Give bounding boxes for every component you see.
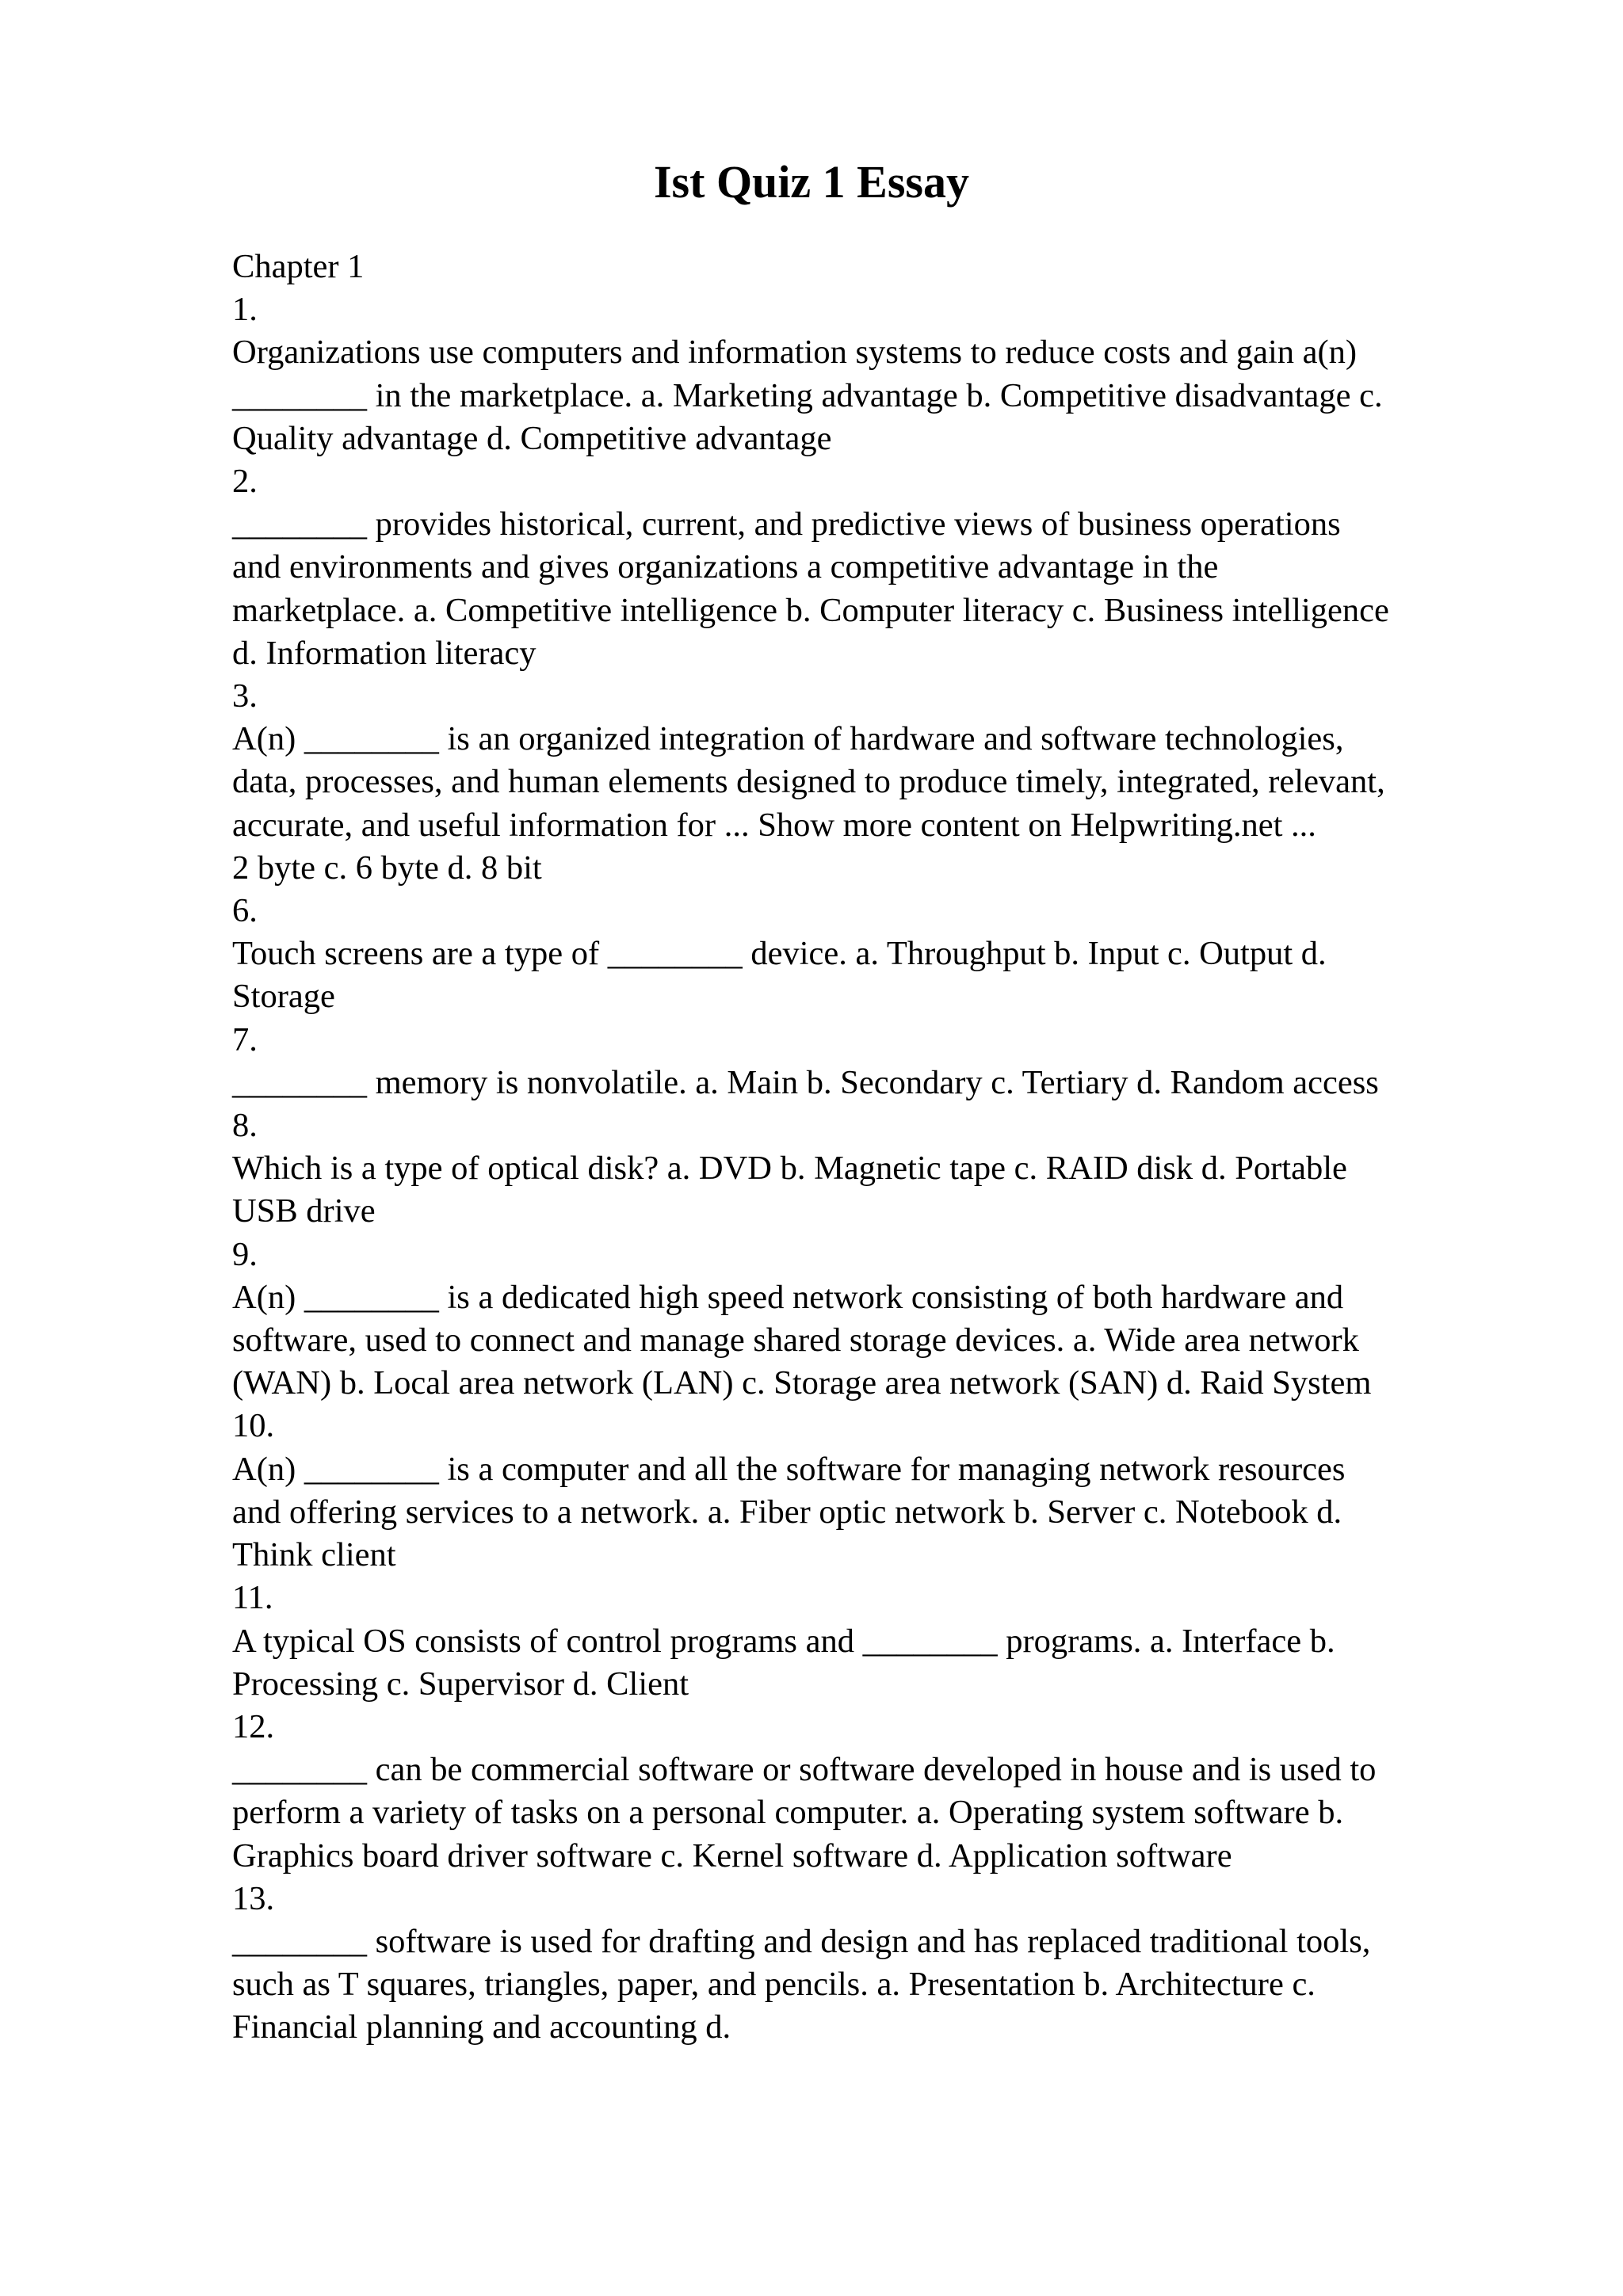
text-line: 1.: [232, 291, 258, 329]
text-line: Which is a type of optical disk? a. DVD b. Magnetic tape c. RAID disk d. Portable: [232, 1150, 1347, 1188]
document-title: Ist Quiz 1 Essay: [653, 156, 969, 208]
text-line: 12.: [232, 1707, 275, 1745]
text-line: ________ provides historical, current, and predictive views of business operations: [232, 505, 1341, 543]
text-line: and offering services to a network. a. Fiber optic network b. Server c. Notebook d.: [232, 1493, 1342, 1531]
text-line: (WAN) b. Local area network (LAN) c. Storage area network (SAN) d. Raid System: [232, 1364, 1372, 1402]
text-line: Think client: [232, 1536, 396, 1574]
text-line: 8.: [232, 1107, 258, 1145]
text-line: Financial planning and accounting d.: [232, 2008, 731, 2046]
text-line: Storage: [232, 978, 335, 1016]
text-line: perform a variety of tasks on a personal computer. a. Operating system software b.: [232, 1794, 1344, 1832]
text-line: 10.: [232, 1407, 275, 1445]
text-line: A(n) ________ is a computer and all the software for managing network resources: [232, 1450, 1346, 1488]
text-line: Organizations use computers and information systems to reduce costs and gain a(n): [232, 334, 1358, 372]
text-line: and environments and gives organizations a competitive advantage in the: [232, 548, 1219, 586]
text-line: ________ software is used for drafting and design and has replaced traditional tools,: [232, 1922, 1371, 1960]
text-line: ________ memory is nonvolatile. a. Main b. Secondary c. Tertiary d. Random access: [232, 1063, 1379, 1101]
text-line: marketplace. a. Competitive intelligence b. Computer literacy c. Business intelligence: [232, 591, 1389, 629]
text-line: accurate, and useful information for ... Show more content on Helpwriting.net ...: [232, 806, 1316, 844]
text-line: such as T squares, triangles, paper, and pencils. a. Presentation b. Architecture c.: [232, 1966, 1316, 2004]
text-line: data, processes, and human elements designed to produce timely, integrated, relevant,: [232, 763, 1385, 801]
text-line: 2 byte c. 6 byte d. 8 bit: [232, 849, 542, 887]
text-line: 7.: [232, 1020, 258, 1058]
text-line: ________ can be commercial software or software developed in house and is used to: [232, 1751, 1377, 1789]
text-line: A(n) ________ is an organized integration of hardware and software technologies,: [232, 720, 1344, 758]
text-line: 9.: [232, 1235, 258, 1273]
text-line: 11.: [232, 1579, 273, 1617]
text-line: 2.: [232, 463, 258, 501]
text-line: Chapter 1: [232, 248, 365, 285]
text-line: ________ in the marketplace. a. Marketing advantage b. Competitive disadvantage c.: [232, 376, 1383, 414]
text-line: Touch screens are a type of ________ device. a. Throughput b. Input c. Output d.: [232, 935, 1327, 973]
text-line: A(n) ________ is a dedicated high speed network consisting of both hardware and: [232, 1278, 1344, 1316]
text-line: 3.: [232, 677, 258, 715]
document-body: [232, 246, 1524, 2050]
text-line: Quality advantage d. Competitive advantage: [232, 419, 832, 457]
text-line: 6.: [232, 892, 258, 930]
text-line: USB drive: [232, 1192, 376, 1230]
text-line: Processing c. Supervisor d. Client: [232, 1665, 689, 1703]
text-line: A typical OS consists of control programs and ________ programs. a. Interface b.: [232, 1622, 1335, 1660]
text-line: 13.: [232, 1879, 275, 1917]
text-line: software, used to connect and manage shared storage devices. a. Wide area network: [232, 1322, 1359, 1360]
text-line: d. Information literacy: [232, 634, 537, 672]
text-line: Graphics board driver software c. Kernel software d. Application software: [232, 1836, 1232, 1875]
